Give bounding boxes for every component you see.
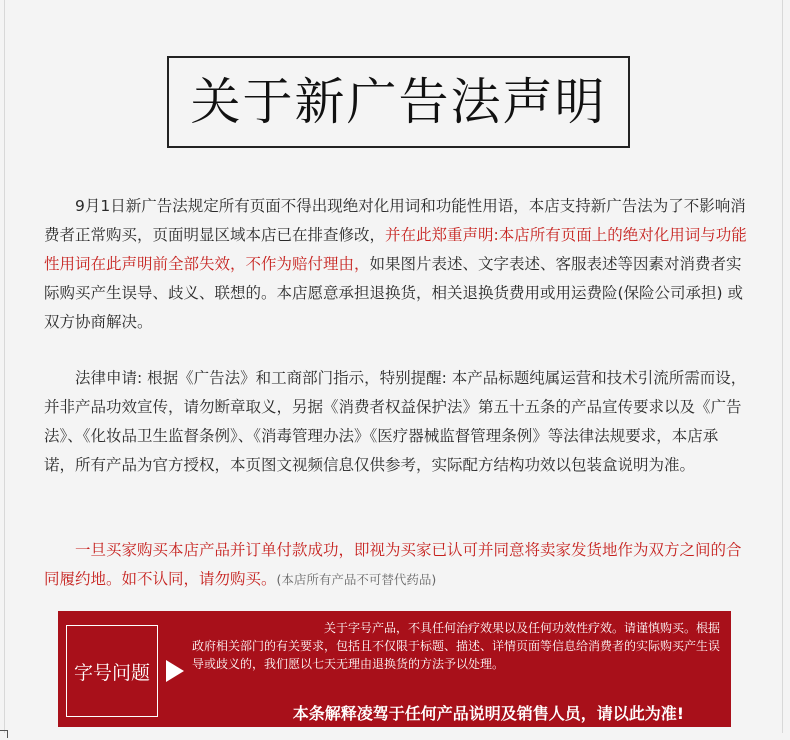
notice-description: 关于字号产品，不具任何治疗效果以及任何功效性疗效。请谨慎购买。根据政府相关部门的有关要求，包括且不仅限于标题、描述、详情页面等信息给消费者的实际购买产生误导或歧义的，我们愿以七天无理由退换货的方法予以处理。 (192, 621, 721, 671)
statement-highlight: 并在此郑重声明:本店所有页面上的绝对化用词与功能性用词在此声明前全部失效，不作为赔付理由， (44, 226, 747, 273)
statement-text-b: 如果图片表述、文字表述、客服表述等因素对消费者实际购买产生误导、歧义、联想的。本店愿意承担退换货，相关退换货费用或用运费险(保险公司承担) 或双方协商解决。 (44, 255, 744, 331)
play-arrow-icon (166, 660, 184, 682)
title-frame (167, 56, 630, 148)
statement-paragraph (44, 192, 749, 337)
purchase-highlight: 一旦买家购买本店产品并订单付款成功，即视为买家已认可并同意将卖家发货地作为双方之间的合同履约地。如不认同，请勿购买。 (44, 541, 742, 588)
purchase-note: (本店所有产品不可替代药品) (276, 572, 437, 587)
notice-badge-label: 字号问题 (73, 661, 150, 684)
font-size-notice-banner (58, 611, 731, 727)
legal-paragraph (44, 364, 749, 480)
purchase-paragraph (44, 536, 749, 594)
corner-mark (0, 730, 8, 738)
notice-footer: 本条解释凌驾于任何产品说明及销售人员，请以此为准! (292, 704, 684, 723)
statement-text-a: 9月1日新广告法规定所有页面不得出现绝对化用词和功能性用语，本店支持新广告法为了不影响消费者正常购买，页面明显区域本店已在排查修改， (44, 197, 746, 244)
legal-text: 法律申请: 根据《广告法》和工商部门指示，特别提醒: 本产品标题纯属运营和技术引流所需而设，并非产品功效宣传，请勿断章取义，另据《消费者权益保护法》第五十五条的产品宣传要求以及《广告法》、《化妆品卫生监督条例》、《消毒管理办法》《医疗器械监督管理条例》等法律法规要求，本店承诺，所有产品为官方授权，本页图文视频信息仅供参考，实际配方结构功效以包装盒说明为准。 (44, 369, 747, 474)
page-title: 关于新广告法声明 (190, 73, 607, 131)
